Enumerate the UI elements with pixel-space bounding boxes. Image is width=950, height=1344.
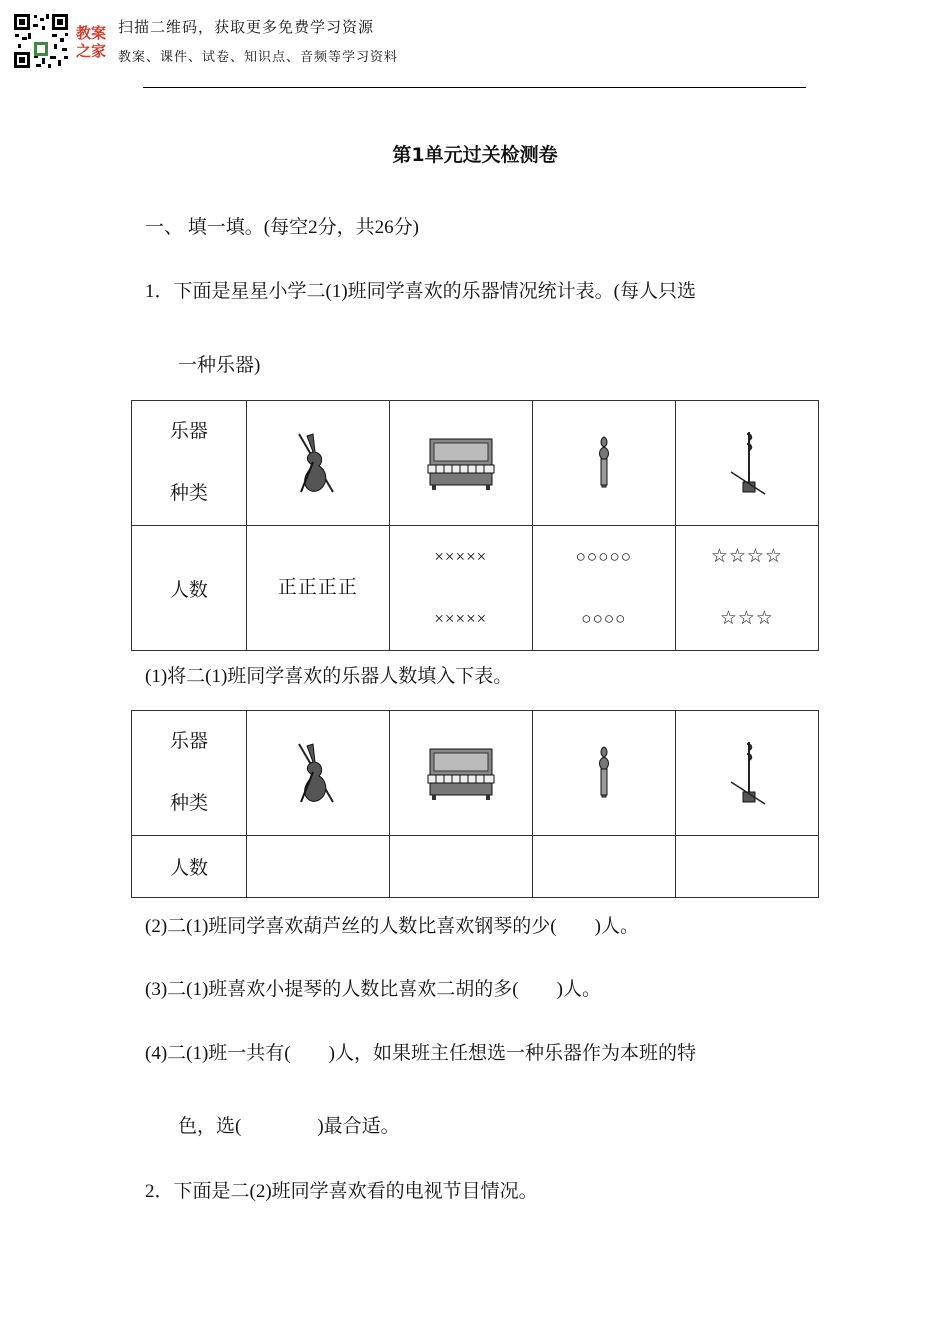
header-divider — [143, 87, 806, 88]
sub-question-4: (4)二(1)班一共有( )人，如果班主任想选一种乐器作为本班的特 — [145, 1043, 696, 1064]
section-heading: 一、 填一填。(每空2分，共26分) — [145, 217, 419, 238]
erhu-icon — [725, 738, 769, 808]
violin-tally: 正正正正 — [246, 526, 389, 651]
piano-icon — [426, 745, 496, 801]
sub-question-3: (3)二(1)班喜欢小提琴的人数比喜欢二胡的多( )人。 — [145, 979, 601, 1000]
header-promo-line1: 扫描二维码，获取更多免费学习资源 — [118, 18, 375, 36]
violin-cell — [247, 711, 390, 836]
violin-icon — [293, 428, 343, 498]
qr-code-icon — [12, 12, 70, 70]
instrument-count-table — [131, 710, 819, 898]
violin-count-blank[interactable] — [247, 836, 390, 898]
question-1-text-cont: 一种乐器) — [178, 355, 261, 376]
erhu-cell — [676, 711, 819, 836]
erhu-icon — [725, 428, 769, 498]
count-label-cell: 人数 — [132, 836, 247, 898]
logo: 教案 之家 — [76, 24, 107, 60]
hulusi-cell — [533, 711, 676, 836]
header-promo-line2: 教案、课件、试卷、知识点、音频等学习资料 — [118, 50, 399, 65]
hulusi-count-blank[interactable] — [533, 836, 676, 898]
sub-question-2: (2)二(1)班同学喜欢葫芦丝的人数比喜欢钢琴的少( )人。 — [145, 916, 639, 937]
sub-question-1: (1)将二(1)班同学喜欢的乐器人数填入下表。 — [145, 666, 513, 687]
piano-icon — [426, 435, 496, 491]
count-label-cell: 人数 — [132, 526, 247, 651]
header-cell: 乐器 种类 — [132, 401, 247, 526]
instrument-tally-table — [131, 400, 819, 651]
erhu-tally: ☆☆☆☆ ☆☆☆ — [675, 526, 818, 651]
hulusi-icon — [592, 433, 616, 493]
piano-cell — [390, 711, 533, 836]
page-title: 第1单元过关检测卷 — [392, 144, 558, 166]
erhu-count-blank[interactable] — [676, 836, 819, 898]
violin-icon — [293, 738, 343, 808]
question-2-text: 2．下面是二(2)班同学喜欢看的电视节目情况。 — [145, 1181, 538, 1202]
header-cell: 乐器 种类 — [132, 711, 247, 836]
violin-cell — [246, 401, 389, 526]
piano-cell — [389, 401, 532, 526]
hulusi-icon — [592, 743, 616, 803]
piano-tally: ××××× ××××× — [389, 526, 532, 651]
question-1-text: 1．下面是星星小学二(1)班同学喜欢的乐器情况统计表。(每人只选 — [145, 281, 696, 302]
hulusi-cell — [532, 401, 675, 526]
piano-count-blank[interactable] — [390, 836, 533, 898]
hulusi-tally: ○○○○○ ○○○○ — [532, 526, 675, 651]
erhu-cell — [675, 401, 818, 526]
sub-question-4-cont: 色，选( )最合适。 — [178, 1116, 400, 1137]
